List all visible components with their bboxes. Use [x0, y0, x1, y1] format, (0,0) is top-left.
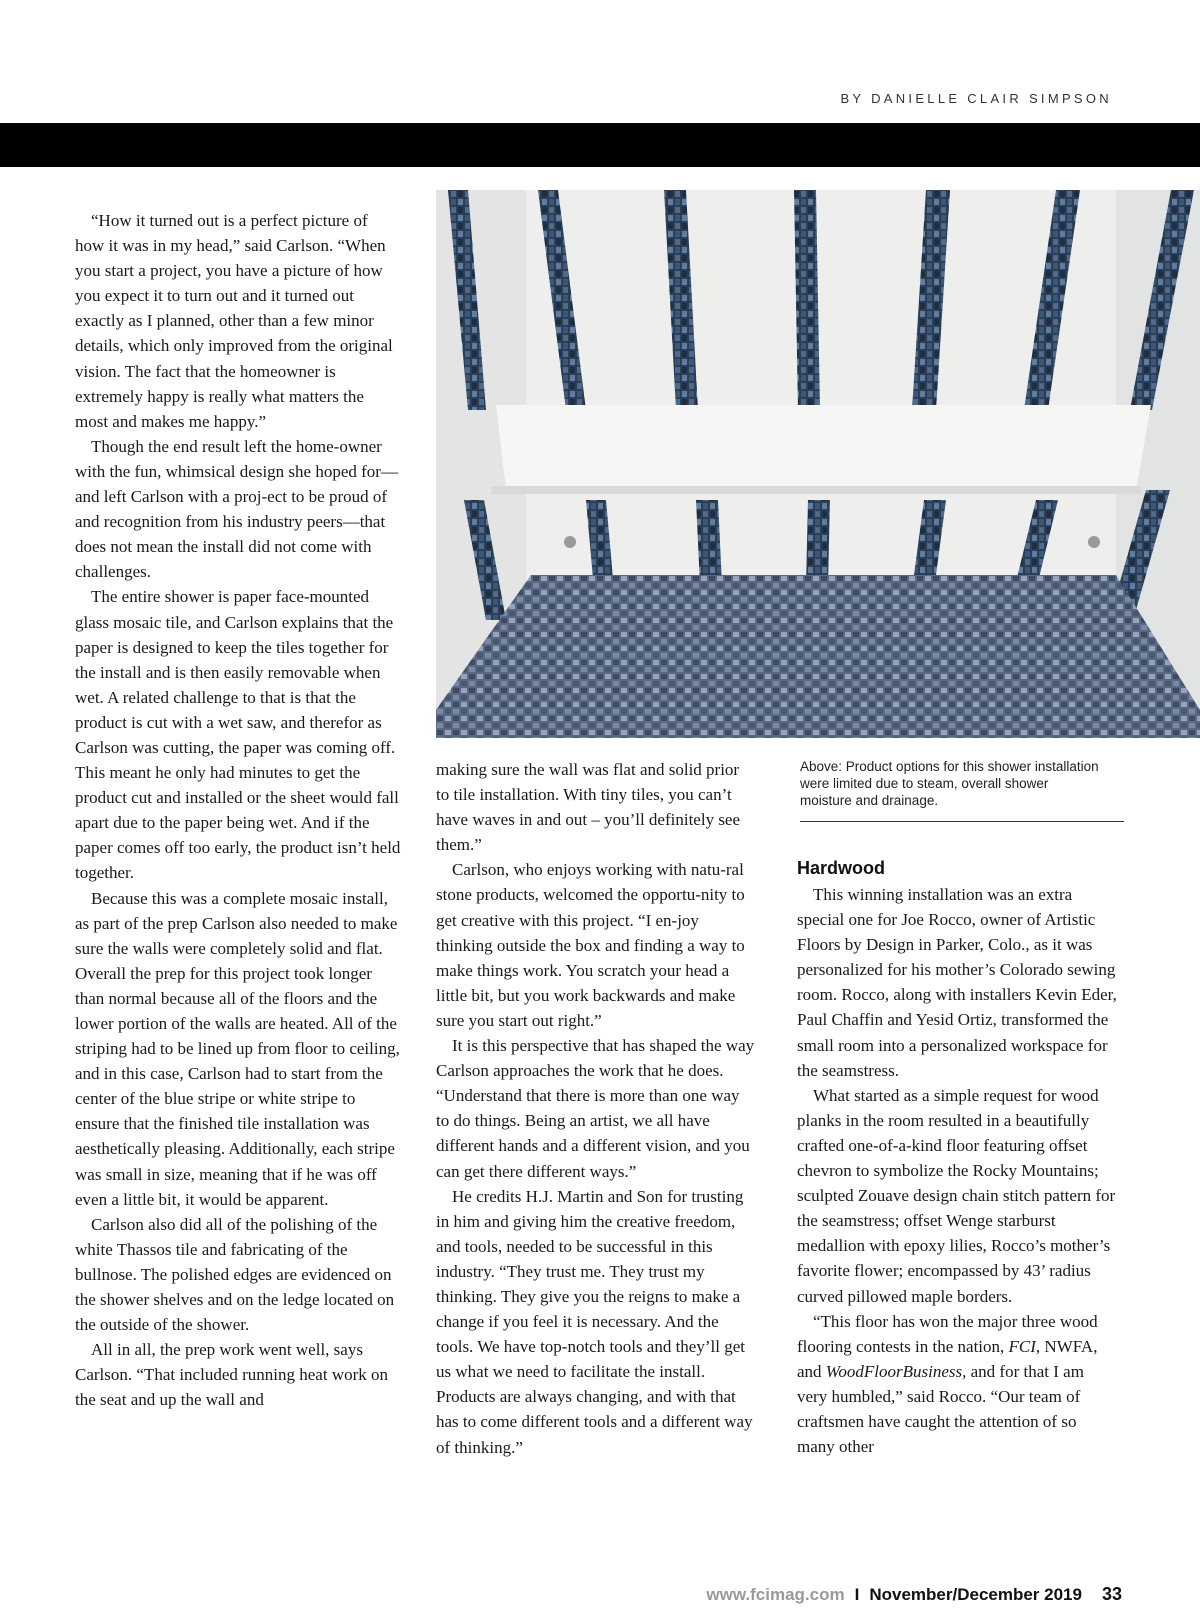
paragraph: The entire shower is paper face-mounted glass mosaic tile, and Carlson explains that the paper is designed to keep the tiles together for the install and is then easily removable when wet. A related challenge to that is that the product is cut with a wet saw, and therefor as Carlson was cutting, the paper was coming off. This meant he only had minutes to get the product cut and installed or the sheet would fall apart due to the paper being wet. And if the paper comes off too early, the product isn’t held together.	[75, 587, 401, 883]
text-run: , NWFA, and	[797, 1336, 1098, 1381]
paragraph: Carlson also did all of the polishing of the white Thassos tile and fabricating of the bullnose. The polished edges are evidenced on the shower shelves and on the ledge located on the outside of the shower.	[75, 1214, 395, 1335]
article-column-1	[75, 208, 401, 1413]
publication-name: FCI	[1008, 1336, 1036, 1356]
paragraph: making sure the wall was flat and solid prior to tile installation. With tiny tiles, you can’t have waves in and out – you’ll definitely see them.”	[436, 760, 741, 855]
photo-caption: Above: Product options for this shower installation were limited due to steam, overall shower moisture and drainage.	[800, 759, 1099, 808]
paragraph: Because this was a complete mosaic install, as part of the prep Carlson also needed to make sure the walls were completely solid and flat. Overall the prep for this project took longer than normal because all of the floors and the lower portion of the walls are heated. All of the striping had to be lined up from floor to ceiling, and in this case, Carlson had to start from the center of the blue stripe or white stripe to ensure that the finished tile installation was aesthetically pleasing. Additionally, each stripe was small in size, meaning that if he was off even a little bit, it would be apparent.	[75, 888, 400, 1209]
paragraph	[797, 1309, 1117, 1460]
article-column-2	[436, 757, 756, 1460]
publication-name: WoodFloorBusiness,	[825, 1361, 967, 1381]
text-run: and for that I am very humbled,” said Rocco. “Our team of craftsmen have caught the attention of so many other	[797, 1361, 1084, 1457]
page-number: 33	[1101, 1584, 1122, 1604]
page-footer	[600, 1584, 1122, 1605]
caption-divider	[800, 821, 1124, 822]
footer-url[interactable]: www.fcimag.com	[706, 1585, 845, 1604]
section-heading: Hardwood	[797, 858, 885, 878]
text-run: “This floor has won the major three wood flooring contests in the nation,	[797, 1311, 1098, 1356]
byline: BY DANIELLE CLAIR SIMPSON	[840, 91, 1112, 106]
paragraph: He credits H.J. Martin and Son for trusting in him and giving him the creative freedom, and tools, needed to be successful in this industry. “They trust me. They trust my thinking. They give you the reigns to make a change if you feel it is necessary. And the tools. We have top-notch tools and they’ll get us what we need to facilitate the install. Products are always changing, and with that has to come different tools and a different way of thinking.”	[436, 1186, 753, 1457]
footer-separator: I	[854, 1585, 860, 1604]
paragraph: It is this perspective that has shaped the way Carlson approaches the work that he does. “Understand that there is more than one way to do things. Being an artist, we all have different hands and a different vision, and you can get there different ways.”	[436, 1036, 755, 1181]
footer-issue: November/December 2019	[869, 1585, 1082, 1604]
paragraph: Carlson, who enjoys working with natu-ral stone products, welcomed the opportu-nity to get creative with this project. “I en-joy thinking outside the box and finding a way to make things work. You scratch your head a little bit, but you work backwards and make sure you start out right.”	[436, 860, 745, 1030]
paragraph: Though the end result left the home-owner with the fun, whimsical design she hoped for—and left Carlson with a proj-ect to be proud of and recognition from his industry peers—that does not mean the install did not come with challenges.	[75, 436, 398, 582]
header-bar	[0, 123, 1200, 167]
article-column-3	[797, 856, 1117, 1459]
paragraph: All in all, the prep work went well, says Carlson. “That included running heat work on the seat and up the wall and	[75, 1340, 389, 1410]
paragraph: What started as a simple request for wood planks in the room resulted in a beautifully crafted one-of-a-kind floor featuring offset chevron to symbolize the Rocky Mountains; sculpted Zouave design chain stitch pattern for the seamstress; offset Wenge starburst medallion with epoxy lilies, Rocco’s mother’s favorite flower; encompassed by 43’ radius curved pillowed maple borders.	[797, 1085, 1116, 1306]
shower-photo	[436, 190, 1200, 738]
paragraph: “How it turned out is a perfect picture of how it was in my head,” said Carlson. “When you start a project, you have a picture of how you expect it to turn out and it turned out exactly as I planned, other than a few minor details, which only improved from the original vision. The fact that the homeowner is extremely happy is really what matters the most and makes me happy.”	[75, 211, 393, 431]
paragraph: This winning installation was an extra special one for Joe Rocco, owner of Artistic Floors by Design in Parker, Colo., as it was personalized for his mother’s Colorado sewing room. Rocco, along with installers Kevin Eder, Paul Chaffin and Yesid Ortiz, transformed the small room into a personalized workspace for the seamstress.	[797, 885, 1117, 1080]
